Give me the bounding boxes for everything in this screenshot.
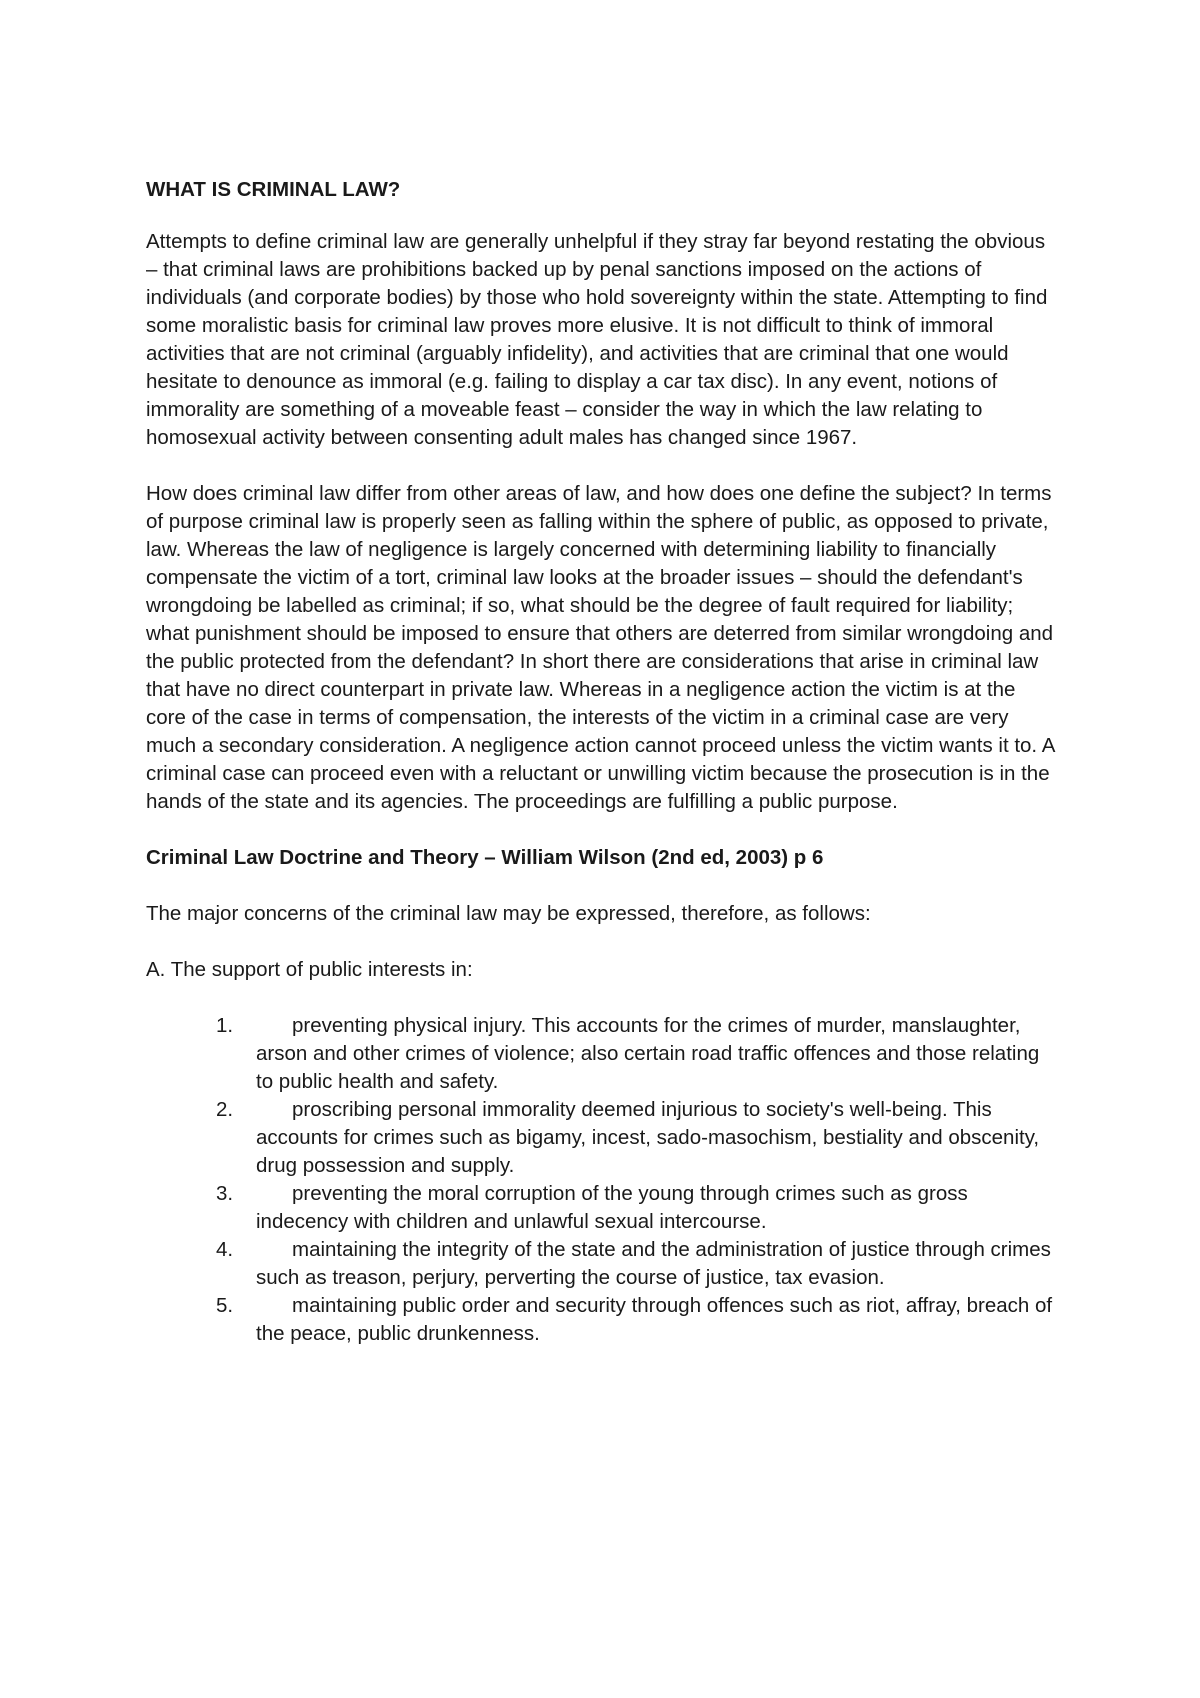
- list-item-number: 1.: [216, 1014, 234, 1037]
- list-item: [216, 1292, 1060, 1348]
- page-title: WHAT IS CRIMINAL LAW?: [146, 178, 401, 201]
- list-item-text: preventing physical injury. This accounts for the crimes of murder, manslaughter, arson and other crimes of violence; also certain road traffic offences and those relating to public health and safety.: [256, 1014, 1040, 1093]
- list-item: [216, 1012, 1060, 1096]
- list-item-text: maintaining the integrity of the state and the administration of justice through crimes such as treason, perjury, perverting the course of justice, tax evasion.: [256, 1238, 1051, 1289]
- list-item-number: 3.: [216, 1182, 234, 1205]
- paragraph-definition: Attempts to define criminal law are generally unhelpful if they stray far beyond restating the obvious – that criminal laws are prohibitions backed up by penal sanctions imposed on the actions of individuals (and corporate bodies) by those who hold sovereignty within the state. Attempting to find some moralistic basis for criminal law proves more elusive. It is not difficult to think of immoral activities that are not criminal (arguably infidelity), and activities that are criminal that one would hesitate to denounce as immoral (e.g. failing to display a car tax disc). In any event, notions of immorality are something of a moveable feast – consider the way in which the law relating to homosexual activity between consenting adult males has changed since 1967.: [146, 230, 1048, 449]
- section-a-label: A. The support of public interests in:: [146, 958, 473, 981]
- intro-text: The major concerns of the criminal law may be expressed, therefore, as follows:: [146, 902, 871, 925]
- concerns-list: [146, 1012, 1060, 1348]
- list-item-text: proscribing personal immorality deemed injurious to society's well-being. This accounts for crimes such as bigamy, incest, sado-masochism, bestiality and obscenity, drug possession and supply.: [256, 1098, 1040, 1177]
- list-item: [216, 1180, 1060, 1236]
- list-item-text: maintaining public order and security through offences such as riot, affray, breach of the peace, public drunkenness.: [256, 1294, 1053, 1345]
- list-item-number: 2.: [216, 1098, 234, 1121]
- list-item: [216, 1096, 1060, 1180]
- list-item-number: 4.: [216, 1238, 234, 1261]
- citation-heading: Criminal Law Doctrine and Theory – William Wilson (2nd ed, 2003) p 6: [146, 846, 824, 869]
- list-item: [216, 1236, 1060, 1292]
- list-item-number: 5.: [216, 1294, 234, 1317]
- paragraph-distinction: How does criminal law differ from other areas of law, and how does one define the subject? In terms of purpose criminal law is properly seen as falling within the sphere of public, as opposed to private, law. Whereas the law of negligence is largely concerned with determining liability to financially compensate the victim of a tort, criminal law looks at the broader issues – should the defendant's wrongdoing be labelled as criminal; if so, what should be the degree of fault required for liability; what punishment should be imposed to ensure that others are deterred from similar wrongdoing and the public protected from the defendant? In short there are considerations that arise in criminal law that have no direct counterpart in private law. Whereas in a negligence action the victim is at the core of the case in terms of compensation, the interests of the victim in a criminal case are very much a secondary consideration. A negligence action cannot proceed unless the victim wants it to. A criminal case can proceed even with a reluctant or unwilling victim because the prosecution is in the hands of the state and its agencies. The proceedings are fulfilling a public purpose.: [146, 482, 1055, 813]
- list-item-text: preventing the moral corruption of the young through crimes such as gross indecency with children and unlawful sexual intercourse.: [256, 1182, 968, 1233]
